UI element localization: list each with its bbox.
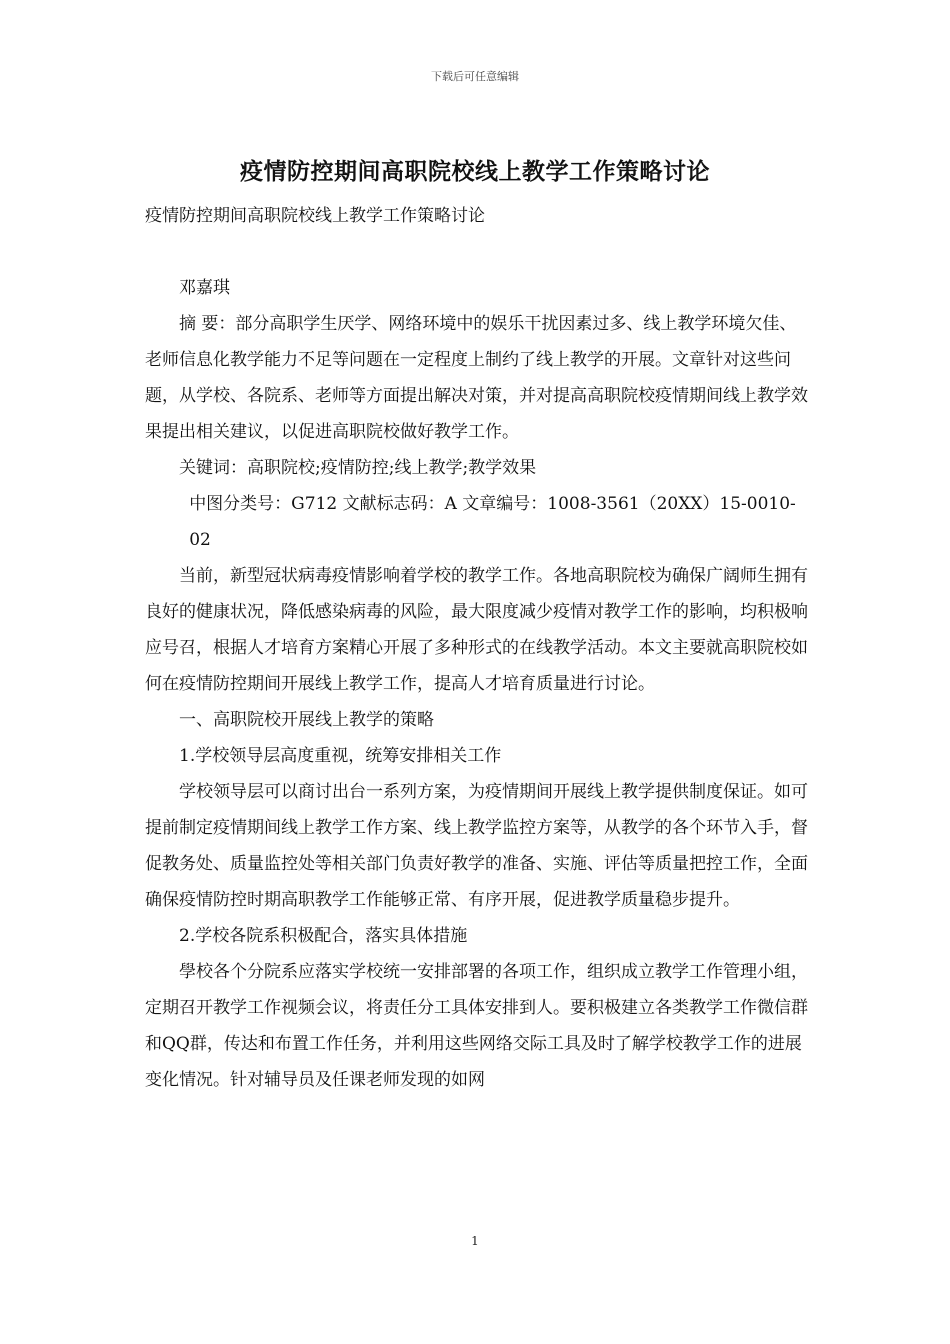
subsection-heading-1: 1.学校领导层高度重视，统筹安排相关工作 [179,746,502,766]
header-note: 下载后可任意编辑 [431,70,519,83]
author-name: 邓嘉琪 [179,278,230,298]
subsection-heading-2: 2.学校各院系积极配合，落实具体措施 [179,926,468,946]
page-number: 1 [471,1234,479,1248]
body-paragraph-2: 學校各个分院系应落实学校统一安排部署的各项工作，组织成立教学工作管理小组，定期召开教学工作视频会议，将责任分工具体安排到人。要积极建立各类教学工作微信群和QQ群，传达和布置工作任务，并利用这些网络交际工具及时了解学校教学工作的进展变化情况。针对辅导员及任课老师发现的如网 [145,962,808,1090]
body-paragraph-1: 学校领导层可以商讨出台一系列方案，为疫情期间开展线上教学提供制度保证。如可提前制定疫情期间线上教学工作方案、线上教学监控方案等，从教学的各个环节入手，督促教务处、质量监控处等相关部门负责好教学的准备、实施、评估等质量把控工作，全面确保疫情防控时期高职教学工作能够正常、有序开展，促进教学质量稳步提升。 [145,782,808,910]
classification-line: 中图分类号：G712 文献标志码：A 文章编号：1008-3561（20XX）15-0010-02 [189,494,796,550]
document-title: 疫情防控期间高职院校线上教学工作策略讨论 [240,158,710,185]
keywords-line: 关键词：高职院校;疫情防控;线上教学;教学效果 [179,458,537,478]
section-heading: 一、高职院校开展线上教学的策略 [179,710,434,730]
abstract-paragraph: 摘 要：部分高职学生厌学、网络环境中的娱乐干扰因素过多、线上教学环境欠佳、老师信息化教学能力不足等问题在一定程度上制约了线上教学的开展。文章针对这些问题，从学校、各院系、老师等方面提出解决对策，并对提高高职院校疫情期间线上教学效果提出相关建议，以促进高职院校做好教学工作。 [145,314,808,442]
document-subtitle: 疫情防控期间高职院校线上教学工作策略讨论 [145,206,485,226]
intro-paragraph: 当前，新型冠状病毒疫情影响着学校的教学工作。各地高职院校为确保广阔师生拥有良好的健康状况，降低感染病毒的风险，最大限度减少疫情对教学工作的影响，均积极响应号召，根据人才培育方案精心开展了多种形式的在线教学活动。本文主要就高职院校如何在疫情防控期间开展线上教学工作，提高人才培育质量进行讨论。 [145,566,808,694]
document-body [145,198,810,1098]
